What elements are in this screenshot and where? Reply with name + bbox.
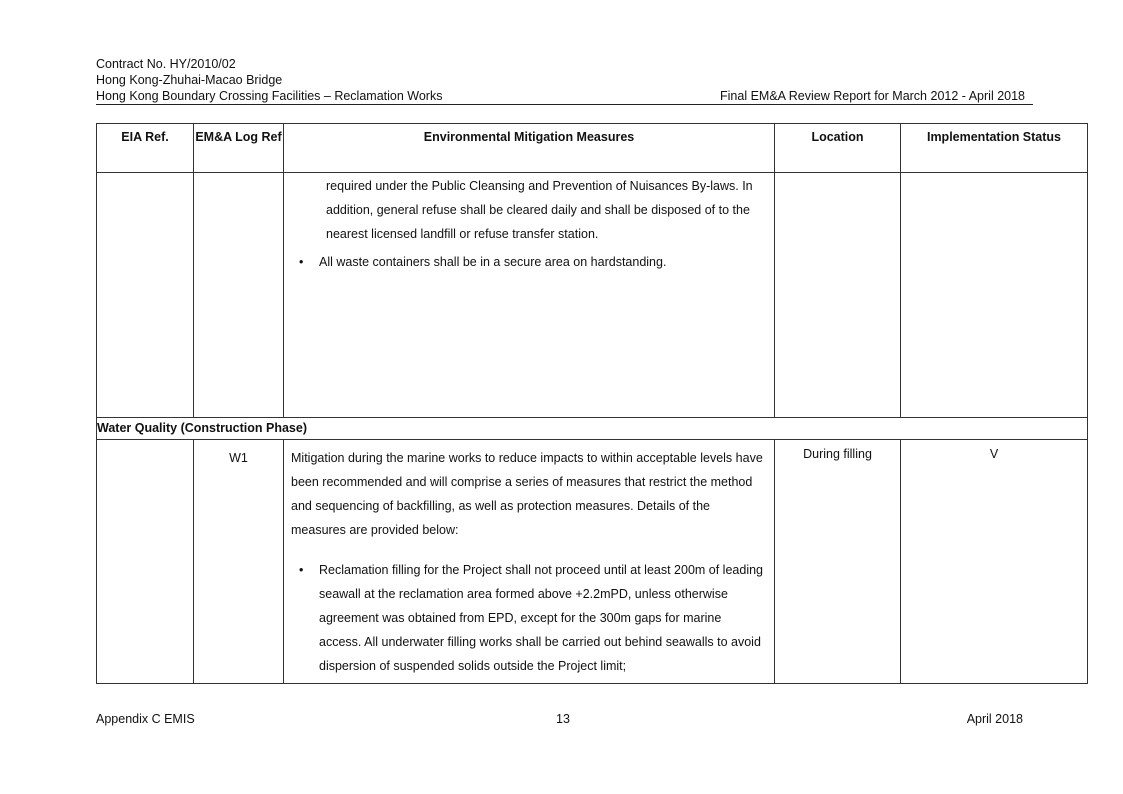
- section-row: [97, 418, 1088, 440]
- log-ref-cell: W1: [194, 440, 284, 684]
- column-header-measures: Environmental Mitigation Measures: [284, 124, 775, 173]
- measures-intro: Mitigation during the marine works to reduce impacts to within acceptable levels have been recommended and will comprise a series of measures that restrict the method and sequencing of backfilling, as well as protection measures. Details of the measures are provided below:: [291, 451, 763, 537]
- header-divider: [96, 104, 1033, 105]
- column-header-status: Implementation Status: [901, 124, 1088, 173]
- table-row: [97, 173, 1088, 418]
- status-cell: V: [901, 440, 1088, 684]
- table-row: [97, 440, 1088, 684]
- emis-table: [96, 123, 1088, 684]
- location-cell: During filling: [775, 440, 901, 684]
- log-ref-cell: [194, 173, 284, 418]
- status-cell: [901, 173, 1088, 418]
- column-header-location: Location: [775, 124, 901, 173]
- eia-ref-cell: [97, 173, 194, 418]
- bullet-text: All waste containers shall be in a secure area on hardstanding.: [319, 255, 667, 269]
- bullet-text: Reclamation filling for the Project shall not proceed until at least 200m of leading seawall at the reclamation area formed above +2.2mPD, unless otherwise agreement was obtained from EPD, except for the 300m gaps for marine access. All underwater filling works shall be carried out behind seawalls to avoid dispersion of suspended solids outside the Project limit;: [319, 563, 764, 673]
- bullet-icon: •: [299, 255, 304, 269]
- table-header-row: [97, 124, 1088, 173]
- contract-number: Contract No. HY/2010/02: [96, 57, 236, 71]
- section-title: Water Quality (Construction Phase): [97, 418, 1088, 440]
- bullet-icon: •: [299, 563, 304, 577]
- report-title: Final EM&A Review Report for March 2012 - April 2018: [720, 89, 1025, 103]
- project-name: Hong Kong-Zhuhai-Macao Bridge: [96, 73, 283, 87]
- list-item: [291, 250, 767, 274]
- column-header-eia-ref: EIA Ref.: [97, 124, 194, 173]
- footer-appendix: Appendix C EMIS: [96, 712, 195, 726]
- page-number: 13: [556, 712, 570, 726]
- measures-cell: [284, 173, 775, 418]
- continued-text: required under the Public Cleansing and Prevention of Nuisances By-laws. In addition, general refuse shall be cleared daily and shall be disposed of to the nearest licensed landfill or refuse transfer station.: [326, 179, 753, 241]
- project-subtitle: Hong Kong Boundary Crossing Facilities – Reclamation Works: [96, 89, 443, 103]
- location-cell: [775, 173, 901, 418]
- list-item: [291, 558, 767, 678]
- footer-date: April 2018: [966, 712, 1023, 726]
- eia-ref-cell: [97, 440, 194, 684]
- measures-cell: [284, 440, 775, 684]
- column-header-log-ref: EM&A Log Ref: [194, 124, 284, 173]
